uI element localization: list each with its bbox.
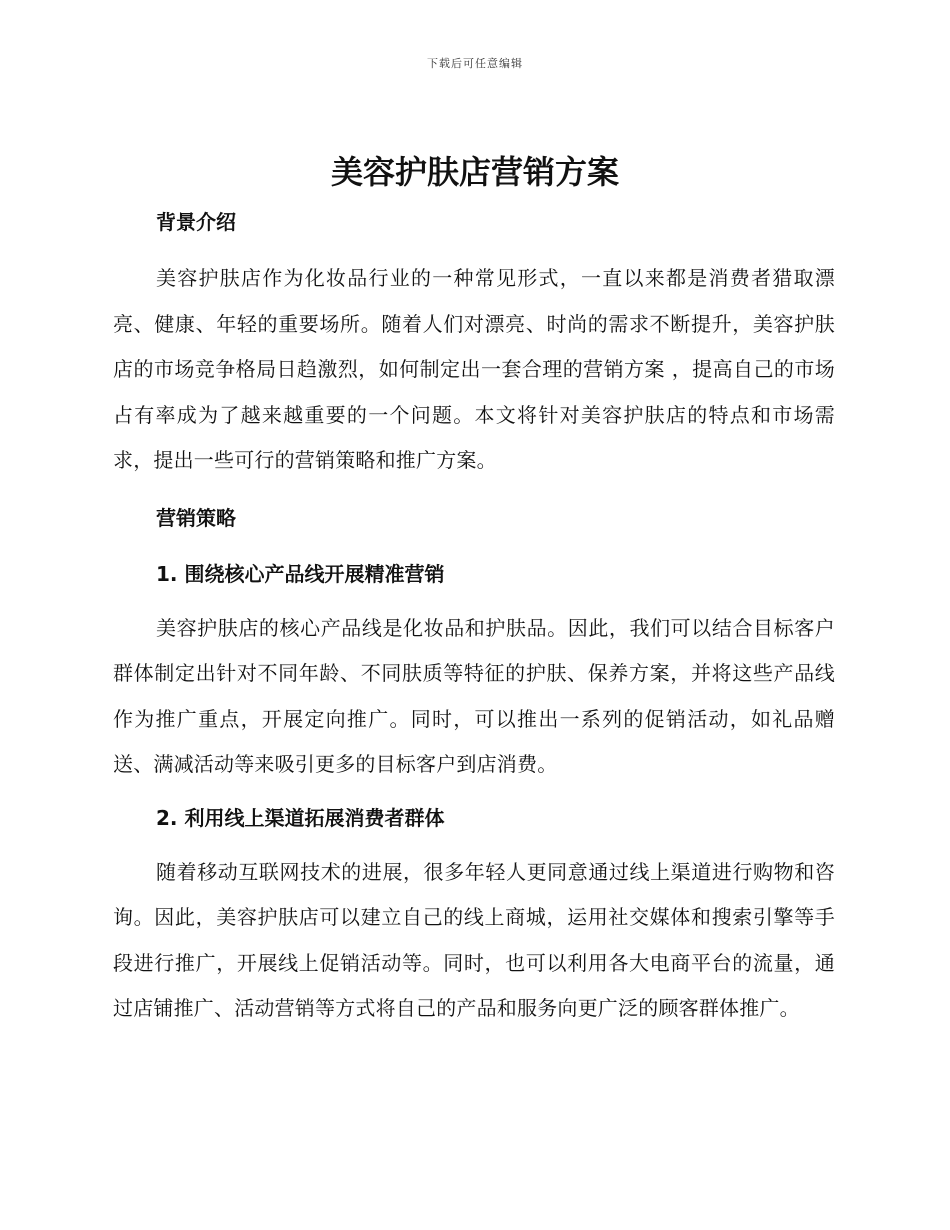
document-title: 美容护肤店营销方案 [330,153,619,191]
subsection-heading-strategy-1: 1. 围绕核心产品线开展精准营销 [156,561,445,586]
paragraph-strategy-1: 美容护肤店的核心产品线是化妆品和护肤品。因此，我们可以结合目标客户群体制定出针对不同年龄、不同肤质等特征的护肤、保养方案，并将这些产品线作为推广重点，开展定向推广。同时，可以推出一系列的促销活动，如礼品赠送、满减活动等来吸引更多的目标客户到店消费。 [113,615,835,776]
section-heading-background: 背景介绍 [156,210,236,234]
subsection-heading-strategy-2: 2. 利用线上渠道拓展消费者群体 [156,805,445,830]
paragraph-strategy-2: 随着移动互联网技术的进展，很多年轻人更同意通过线上渠道进行购物和咨询。因此，美容护肤店可以建立自己的线上商城，运用社交媒体和搜索引擎等手段进行推广，开展线上促销活动等。同时，也可以利用各大电商平台的流量，通过店铺推广、活动营销等方式将自己的产品和服务向更广泛的顾客群体推广。 [113,859,835,1020]
document-body [113,200,835,1032]
paragraph-background: 美容护肤店作为化妆品行业的一种常见形式，一直以来都是消费者猎取漂亮、健康、年轻的重要场所。随着人们对漂亮、时尚的需求不断提升，美容护肤店的市场竞争格局日趋激烈，如何制定出一套合理的营销方案 ，提高自己的市场占有率成为了越来越重要的一个问题。本文将针对美容护肤店的特点和市场需求，提出一些可行的营销策略和推广方案。 [113,266,835,472]
header-note: 下载后可任意编辑 [427,57,523,70]
section-heading-strategy: 营销策略 [156,505,236,530]
